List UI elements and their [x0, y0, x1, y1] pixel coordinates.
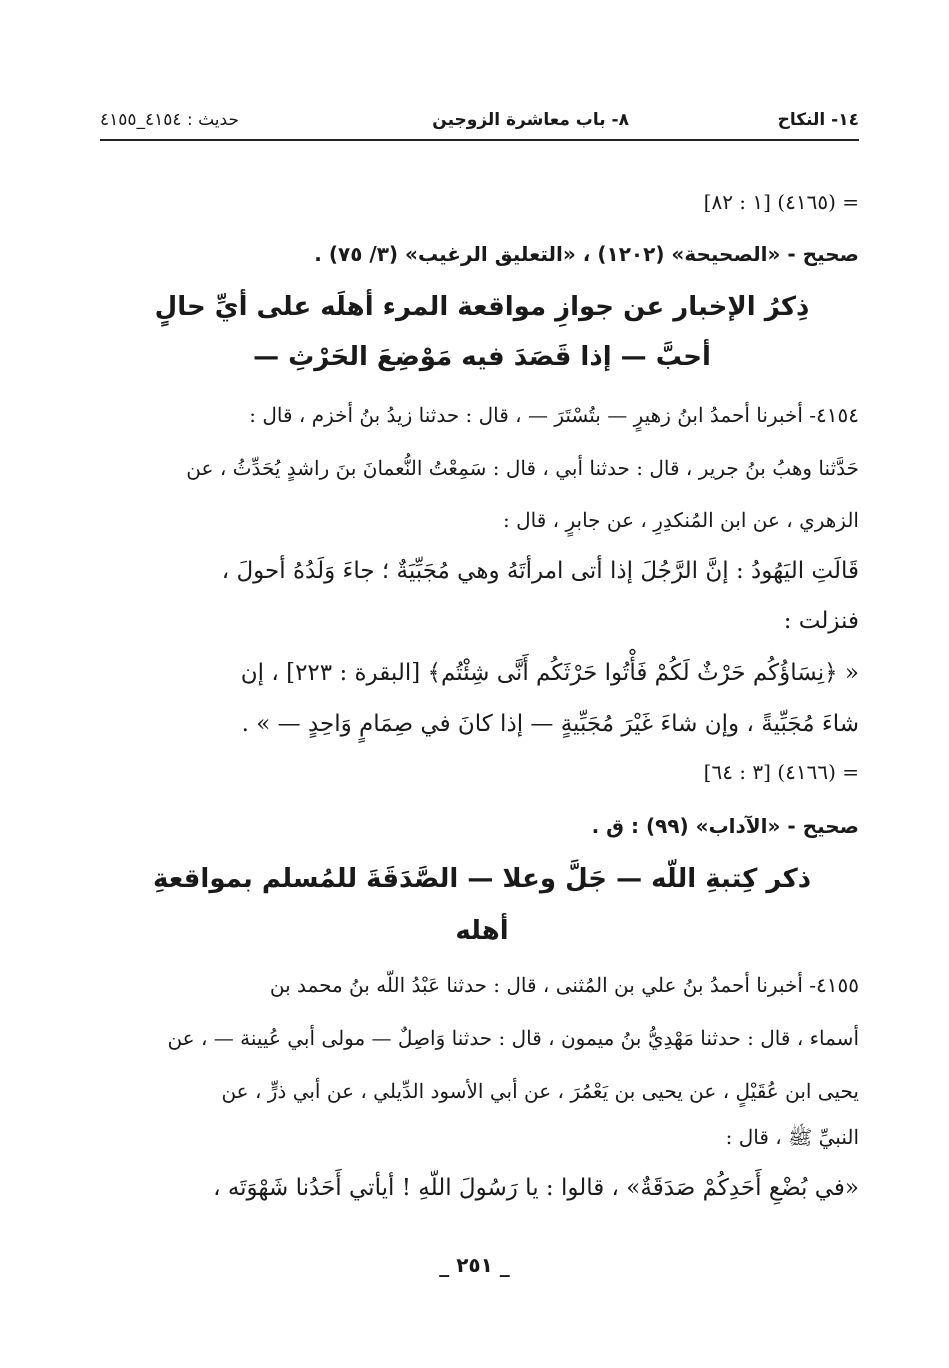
matn-line: فنزلت : [783, 608, 859, 634]
matn-line: قَالَتِ اليَهُودُ : إنَّ الرَّجُلَ إذا أتى امرأتَهُ وهي مُجَبِّيَةٌ ؛ جاءَ وَلَدُهُ أحولَ ، [221, 558, 859, 584]
hadith-range: حديث : ٤١٥٤_٤١٥٥ [100, 110, 239, 130]
chapter-heading-line-1: ذكر كِتبةِ اللّه — جَلَّ وعلا — الصَّدَقَةَ للمُسلم بمواقعةِ [152, 864, 812, 894]
chapter-title: ١٤- النكاح [777, 110, 859, 130]
chapter-heading-line-1: ذِكرُ الإخبار عن جوازِ مواقعة المرء أهلَه على أيِّ حالٍ [154, 292, 810, 322]
matn-line: «في بُضْعِ أَحَدِكُمْ صَدَقَةٌ» ، قالوا : يا رَسُولَ اللّهِ ! أيأتي أَحَدُنا شَهْوَتَه ، [213, 1175, 859, 1201]
matn-line: « ﴿نِسَاؤُكُم حَرْثٌ لَكُمْ فَأْتُوا حَرْثَكُم أَنَّى شِئْتُم﴾ [البقرة : ٢٢٣] ، إن [240, 660, 859, 686]
chapter-heading-line-2: أحبَّ — إذا قَصَدَ فيه مَوْضِعَ الحَرْثِ — [253, 342, 711, 372]
grading-line: صحيح - «الصحيحة» (١٢٠٢) ، «التعليق الرغيب» (٣/ ٧٥) . [314, 242, 859, 266]
reference-line: = (٤١٦٦) [٣ : ٦٤] [703, 760, 859, 784]
matn-line: شاءَ مُجَبِّيةً ، وإن شاءَ غَيْرَ مُجَبِّيةٍ — إذا كانَ في صِمَامٍ وَاحِدٍ — » . [241, 711, 859, 737]
grading-line: صحيح - «الآداب» (٩٩) : ق . [591, 814, 859, 838]
running-header [100, 100, 859, 140]
isnad-line: أسماء ، قال : حدثنا مَهْدِيُّ بنُ ميمون ، قال : حدثنا وَاصِلٌ — مولى أبي عُيينة — ، عن [167, 1026, 859, 1050]
isnad-line: حَدَّثنا وهبُ بنُ جرير ، قال : حدثنا أبي ، قال : سَمِعْتُ النُّعمانَ بنَ راشدٍ يُحَدِّثُ ، عن [186, 456, 859, 480]
page-number: _ ٢٥١ _ [439, 1253, 510, 1277]
isnad-line: النبيِّ ﷺ ، قال : [725, 1125, 859, 1149]
chapter-heading-line-2: أهله [455, 916, 509, 946]
isnad-line: ٤١٥٥- أخبرنا أحمدُ بنُ علي بن المُثنى ، قال : حدثنا عَبْدُ اللّه بنُ محمد بن [269, 973, 859, 997]
reference-line: = (٤١٦٥) [١ : ٨٢] [703, 190, 859, 214]
isnad-line: يحيى ابن عُقَيْلٍ ، عن يحيى بن يَعْمُرَ ، عن أبي الأسود الدِّيلي ، عن أبي ذرٍّ ، عن [221, 1079, 859, 1103]
isnad-line: ٤١٥٤- أخبرنا أحمدُ ابنُ زهيرٍ — بتُسْتَرَ — ، قال : حدثنا زيدُ بنُ أخزم ، قال : [249, 403, 859, 427]
section-title: ٨- باب معاشرة الزوجين [432, 110, 629, 130]
isnad-line: الزهري ، عن ابن المُنكدِرِ ، عن جابرٍ ، قال : [503, 508, 859, 532]
header-divider [100, 139, 859, 141]
